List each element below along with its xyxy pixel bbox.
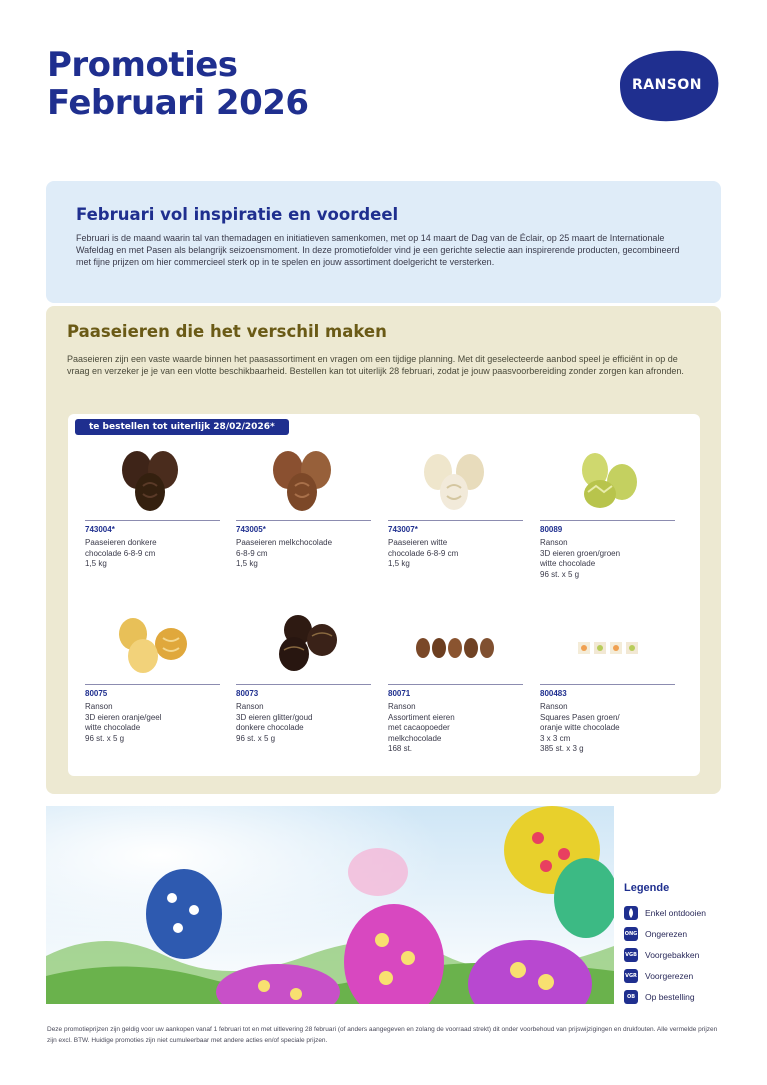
product-item <box>236 444 371 570</box>
product-code: 743005* <box>236 525 266 534</box>
cocoa-egg-assortment-image <box>388 608 523 680</box>
footer-disclaimer: Deze promotieprijzen zijn geldig voor uw aankopen vanaf 1 februari tot en met uitlevering 28 februari (of anders aangegeven en zolang de voorraad strekt) dit onder voorbehoud van prijswijzigingen en drukfouten. Alle vermelde prijzen zijn excl. BTW. Huidige promoties zijn niet cumuleerbaar met andere acties en/of speciale prijzen. <box>47 1026 718 1044</box>
product-line: 6-8-9 cm <box>236 548 268 558</box>
product-item <box>236 608 371 744</box>
easter-eggs-photo <box>46 806 614 1004</box>
glitter-gold-3d-eggs-image <box>236 608 371 680</box>
eggs-heading: Paaseieren die het verschil maken <box>67 322 387 341</box>
product-line: witte chocolade <box>540 559 596 568</box>
legend-label: Ongerezen <box>645 928 688 939</box>
product-line: 3D eieren glitter/goud <box>236 712 313 722</box>
product-line: witte chocolade <box>85 723 141 732</box>
product-line: 1,5 kg <box>85 559 107 568</box>
thaw-only-icon <box>624 906 638 920</box>
product-line: chocolade 6-8-9 cm <box>85 548 156 558</box>
legend-item <box>624 986 754 1007</box>
product-line: 3 x 3 cm <box>540 733 571 743</box>
product-line: Ranson <box>540 702 568 711</box>
legend-item <box>624 944 754 965</box>
product-line: 96 st. x 5 g <box>85 733 125 743</box>
legend-title: Legende <box>624 882 670 894</box>
ranson-logo <box>612 45 722 125</box>
logo-text: RANSON <box>631 77 703 93</box>
product-item <box>388 608 523 755</box>
product-code: 80073 <box>236 689 259 698</box>
product-line: 385 st. x 3 g <box>540 744 584 753</box>
product-code: 80071 <box>388 689 411 698</box>
product-code: 800483 <box>540 689 567 698</box>
page-title <box>47 46 309 122</box>
product-card <box>68 414 700 776</box>
product-code: 743004* <box>85 525 115 534</box>
product-line: Ranson <box>236 702 264 711</box>
dark-chocolate-eggs-image <box>85 444 220 516</box>
product-line: Ranson <box>388 702 416 711</box>
legend-item <box>624 965 754 986</box>
legend <box>624 882 754 1007</box>
legend-label: Voorgebakken <box>645 949 700 960</box>
product-line: met cacaopoeder <box>388 723 450 732</box>
product-line: Assortiment eieren <box>388 712 455 722</box>
legend-label: Voorgerezen <box>645 970 694 981</box>
product-line: melkchocolade <box>388 733 442 743</box>
product-line: 3D eieren oranje/geel <box>85 712 162 722</box>
product-line: Ranson <box>540 538 568 547</box>
product-item <box>540 608 675 755</box>
product-item <box>388 444 523 570</box>
product-item <box>85 608 220 744</box>
product-line: 3D eieren groen/groen <box>540 548 621 558</box>
eggs-body: Paaseieren zijn een vaste waarde binnen het paasassortiment en vragen om een tijdige planning. Met dit geselecteerde aanbod speel je efficiënt in op de vraag en verzeker je je van een vlotte beschikbaarheid. Bestellen kan tot uiterlijk 28 februari, zodat je jouw paasvoorbereiding zonder zorgen kan afronden. <box>67 354 684 376</box>
prerisen-icon: VGR <box>624 969 638 983</box>
product-item <box>540 444 675 580</box>
product-line: 1,5 kg <box>236 559 258 568</box>
intro-heading: Februari vol inspiratie en voordeel <box>76 205 399 224</box>
product-code: 80075 <box>85 689 108 698</box>
unrisen-icon: ONG <box>624 927 638 941</box>
milk-chocolate-eggs-image <box>236 444 371 516</box>
green-3d-eggs-image <box>540 444 675 516</box>
legend-item <box>624 923 754 944</box>
legend-label: Op bestelling <box>645 991 695 1002</box>
product-line: oranje witte chocolade <box>540 723 620 732</box>
orange-yellow-3d-eggs-image <box>85 608 220 680</box>
prebaked-icon: VGB <box>624 948 638 962</box>
product-line: 1,5 kg <box>388 559 410 568</box>
legend-item <box>624 902 754 923</box>
product-line: Paaseieren melkchocolade <box>236 538 333 547</box>
white-chocolate-eggs-image <box>388 444 523 516</box>
easter-squares-image <box>540 608 675 680</box>
page-title-line-2: Februari 2026 <box>47 83 309 123</box>
product-line: Paaseieren donkere <box>85 538 157 547</box>
product-code: 743007* <box>388 525 418 534</box>
product-code: 80089 <box>540 525 563 534</box>
legend-label: Enkel ontdooien <box>645 907 706 918</box>
intro-section <box>46 181 721 303</box>
intro-body: Februari is de maand waarin tal van themadagen en initiatieven samenkomen, met op 14 maart de Dag van de Éclair, op 25 maart de Internationale Wafeldag en met Pasen als belangrijk seizoensmoment. In deze promotiefolder vind je een gerichte selectie aan inspirerende producten, gecombineerd met fijne prijzen om hier commercieel sterk op in te spelen en jouw assortiment doelgericht te versterken. <box>76 233 680 267</box>
product-item <box>85 444 220 570</box>
product-line: Squares Pasen groen/ <box>540 712 620 722</box>
product-line: chocolade 6-8-9 cm <box>388 548 459 558</box>
product-line: Ranson <box>85 702 113 711</box>
on-order-icon: OB <box>624 990 638 1004</box>
order-deadline-badge: te bestellen tot uiterlijk 28/02/2026* <box>75 419 289 435</box>
easter-eggs-section <box>46 306 721 794</box>
product-line: 96 st. x 5 g <box>540 569 580 579</box>
product-line: Paaseieren witte <box>388 538 448 547</box>
product-line: 96 st. x 5 g <box>236 733 276 743</box>
page-title-line-1: Promoties <box>47 45 238 85</box>
product-line: 168 st. <box>388 744 413 753</box>
product-line: donkere chocolade <box>236 723 304 732</box>
